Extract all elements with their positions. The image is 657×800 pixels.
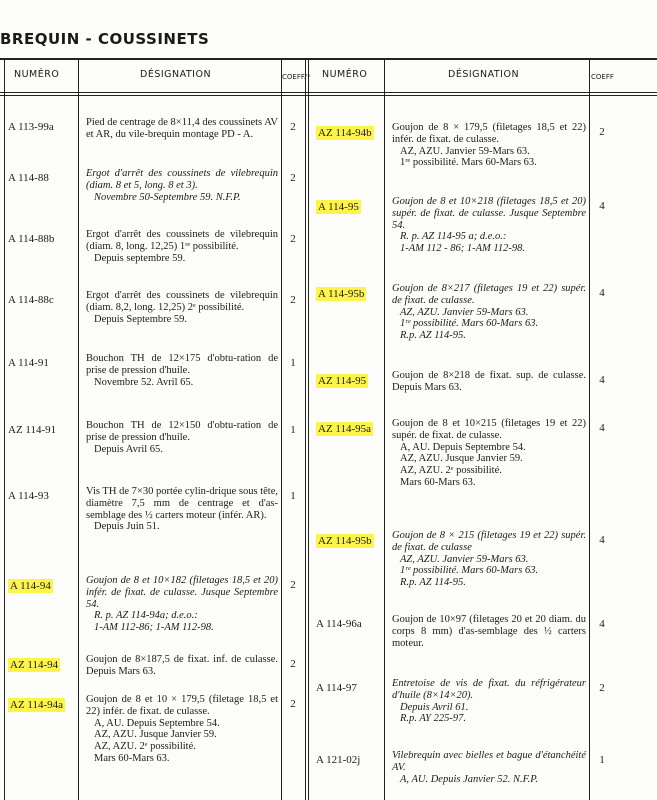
- header-numero: NUMÉRO: [14, 69, 60, 80]
- entry-number: AZ 114-94a: [10, 699, 64, 711]
- designation-line: Goujon de 8 et 10×182 (filetages 18,5 et 20) infér. de fixat. de culasse. Jusque Septembre 54.: [86, 575, 278, 610]
- designation-line: 1ʳᵉ possibilité. Mars 60-Mars 63.: [400, 565, 539, 577]
- designation-line: Goujon de 8×187,5 de fixat. inf. de culasse. Depuis Mars 63.: [86, 654, 278, 677]
- entry-number: AZ 114-95: [318, 375, 367, 387]
- designation-line: R. p. AZ 114-95 a; d.e.o.:: [400, 231, 507, 243]
- designation-line: Entretoise de vis de fixat. du réfrigérateur d'huile (8×14×20).: [392, 678, 586, 701]
- designation-line: Bouchon TH de 12×150 d'obtu-ration de prise de pression d'huile.: [86, 420, 278, 443]
- entry-designation: [392, 530, 586, 589]
- entry-designation: [392, 418, 586, 489]
- designation-line: 1ʳᵉ possibilité. Mars 60-Mars 63.: [400, 157, 537, 169]
- entry-coefficient: 1: [290, 490, 296, 502]
- entry-designation: [392, 370, 586, 394]
- designation-line: AZ, AZU. Jusque Janvier 59.: [400, 453, 523, 465]
- designation-line: Vilebrequin avec bielles et bague d'étanchéité AV.: [392, 750, 586, 773]
- entry-number: AZ 114-94: [10, 659, 59, 671]
- entry-coefficient: 2: [290, 294, 296, 306]
- entry-coefficient: 4: [599, 287, 605, 299]
- entry-coefficient: 2: [599, 126, 605, 138]
- designation-line: Goujon de 10×97 (filetages 20 et 20 diam. du corps 8 mm) d'as-semblage des ½ carters moteur.: [392, 614, 586, 649]
- col-rule: [78, 58, 79, 800]
- entry-coefficient: 4: [599, 374, 605, 386]
- table-top-rule: [0, 58, 657, 60]
- designation-line: Bouchon TH de 12×175 d'obtu-ration de prise de pression d'huile.: [86, 353, 278, 376]
- entry-designation: [392, 196, 586, 255]
- designation-line: Depuis Septembre 59.: [94, 313, 188, 325]
- entry-number: A 114-93: [8, 490, 49, 502]
- entry-number: AZ 114-95a: [318, 423, 372, 435]
- designation-line: Goujon de 8×218 de fixat. sup. de culasse. Depuis Mars 63.: [392, 370, 586, 393]
- entry-number: A 114-91: [8, 357, 49, 369]
- header-bottom-rule-2: [0, 95, 657, 96]
- col-rule: [4, 58, 5, 800]
- header-designation: DÉSIGNATION: [140, 69, 212, 80]
- header-coeff-right: COEFF: [591, 73, 614, 81]
- designation-line: A, AU. Depuis Janvier 52. N.F.P.: [400, 773, 538, 785]
- col-rule: [589, 58, 590, 800]
- designation-line: Ergot d'arrêt des coussinets de vilebrequin (diam. 8,2, long. 12,25) 2ᵉ possibilité.: [86, 290, 278, 313]
- designation-line: Vis TH de 7×30 portée cylin-drique sous tête, diamètre 7,5 mm de centrage et d'as-semblage des ½ carters moteur (infér. AR).: [86, 486, 278, 521]
- designation-line: R.p. AY 225-97.: [400, 713, 467, 725]
- entry-coefficient: 4: [599, 200, 605, 212]
- entry-designation: [86, 694, 278, 765]
- page-title: BREQUIN - COUSSINETS: [0, 30, 210, 48]
- designation-line: Goujon de 8 et 10 × 179,5 (filetage 18,5 et 22) infér. de fixat. de culasse.: [86, 694, 278, 717]
- designation-line: Goujon de 8×217 (filetages 19 et 22) supér. de fixat. de culasse.: [392, 283, 586, 306]
- col-rule: [305, 58, 306, 800]
- entry-number: A 114-97: [316, 682, 357, 694]
- entry-designation: [86, 117, 278, 141]
- entry-coefficient: 2: [290, 698, 296, 710]
- entry-designation: [86, 290, 278, 325]
- entry-designation: [86, 168, 278, 203]
- designation-line: Mars 60-Mars 63.: [94, 752, 170, 764]
- entry-designation: [86, 420, 278, 455]
- entry-designation: [86, 575, 278, 634]
- entry-number: A 114-88b: [8, 233, 55, 245]
- entry-number: AZ 114-91: [8, 424, 57, 436]
- designation-line: Goujon de 8 × 179,5 (filetages 18,5 et 22) infér. de fixat. de culasse.: [392, 122, 586, 145]
- entry-coefficient: 4: [599, 618, 605, 630]
- header-numero-right: NUMÉRO: [322, 69, 368, 80]
- designation-line: AZ, AZU. Janvier 59-Mars 63.: [400, 553, 529, 565]
- entry-number: A 114-94: [10, 580, 51, 592]
- designation-line: Depuis Avril 61.: [400, 701, 469, 713]
- entry-designation: [392, 614, 586, 649]
- designation-line: 1-AM 112 - 86; 1-AM 112-98.: [400, 243, 525, 255]
- designation-line: A, AU. Depuis Septembre 54.: [400, 441, 526, 453]
- designation-line: 1ʳᵉ possibilité. Mars 60-Mars 63.: [400, 318, 539, 330]
- header-bottom-rule: [0, 92, 657, 93]
- entry-number: A 114-95: [318, 201, 359, 213]
- designation-line: Goujon de 8 × 215 (filetages 19 et 22) supér. de fixat. de culasse: [392, 530, 586, 553]
- designation-line: Depuis Avril 65.: [94, 443, 163, 455]
- designation-line: Depuis Juin 51.: [94, 521, 160, 533]
- designation-line: A, AU. Depuis Septembre 54.: [94, 717, 220, 729]
- designation-line: AZ, AZU. Janvier 59-Mars 63.: [400, 306, 529, 318]
- col-rule: [308, 58, 309, 800]
- designation-line: Goujon de 8 et 10×218 (filetages 18,5 et 20) supér. de fixat. de culasse. Jusque Septembre 54.: [392, 196, 586, 231]
- entry-coefficient: 2: [290, 172, 296, 184]
- entry-number: A 114-88c: [8, 294, 54, 306]
- entry-designation: [392, 122, 586, 169]
- entry-number: AZ 114-94b: [318, 127, 372, 139]
- entry-coefficient: 2: [290, 579, 296, 591]
- header-designation-right: DÉSIGNATION: [448, 69, 520, 80]
- designation-line: R.p. AZ 114-95.: [400, 330, 466, 342]
- entry-designation: [86, 654, 278, 678]
- entry-coefficient: 1: [290, 357, 296, 369]
- designation-line: 1-AM 112-86; 1-AM 112-98.: [94, 622, 214, 634]
- entry-designation: [86, 229, 278, 264]
- designation-line: R. p. AZ 114-94a; d.e.o.:: [94, 610, 198, 622]
- designation-line: R.p. AZ 114-95.: [400, 577, 466, 589]
- designation-line: Ergot d'arrêt des coussinets de vilebrequin (diam. 8 et 5, long. 8 et 3).: [86, 168, 278, 191]
- col-rule: [384, 58, 385, 800]
- entry-designation: [86, 353, 278, 388]
- entry-number: A 114-96a: [316, 618, 362, 630]
- entry-designation: [392, 678, 586, 725]
- entry-coefficient: 2: [290, 658, 296, 670]
- designation-line: Mars 60-Mars 63.: [400, 476, 476, 488]
- entry-coefficient: 4: [599, 422, 605, 434]
- entry-number: A 113-99a: [8, 121, 54, 133]
- entry-coefficient: 2: [290, 121, 296, 133]
- entry-number: A 114-95b: [318, 288, 365, 300]
- entry-coefficient: 1: [290, 424, 296, 436]
- entry-number: A 121-02j: [316, 754, 361, 766]
- entry-number: AZ 114-95b: [318, 535, 372, 547]
- entry-designation: [86, 486, 278, 533]
- entry-coefficient: 4: [599, 534, 605, 546]
- designation-line: Depuis septembre 59.: [94, 252, 186, 264]
- entry-designation: [392, 283, 586, 342]
- designation-line: Novembre 50-Septembre 59. N.F.P.: [94, 191, 241, 203]
- designation-line: AZ, AZU. Janvier 59-Mars 63.: [400, 145, 530, 157]
- designation-line: AZ, AZU. 2ᵉ possibilité.: [400, 465, 502, 477]
- entry-number: A 114-88: [8, 172, 49, 184]
- designation-line: Ergot d'arrêt des coussinets de vilebrequin (diam. 8, long. 12,25) 1ʳᵉ possibilité.: [86, 229, 278, 252]
- designation-line: AZ, AZU. 2ᵉ possibilité.: [94, 741, 196, 753]
- designation-line: AZ, AZU. Jusque Janvier 59.: [94, 729, 217, 741]
- col-rule: [281, 58, 282, 800]
- designation-line: Pied de centrage de 8×11,4 des coussinets AV et AR, du vile-brequin montage PD - A.: [86, 117, 278, 140]
- entry-designation: [392, 750, 586, 785]
- designation-line: Novembre 52. Avril 65.: [94, 376, 194, 388]
- entry-coefficient: 2: [290, 233, 296, 245]
- entry-coefficient: 2: [599, 682, 605, 694]
- header-coeff: COEFF.ᵗˢ: [282, 73, 311, 81]
- designation-line: Goujon de 8 et 10×215 (filetages 19 et 22) supér. de fixat. de culasse.: [392, 418, 586, 441]
- entry-coefficient: 1: [599, 754, 605, 766]
